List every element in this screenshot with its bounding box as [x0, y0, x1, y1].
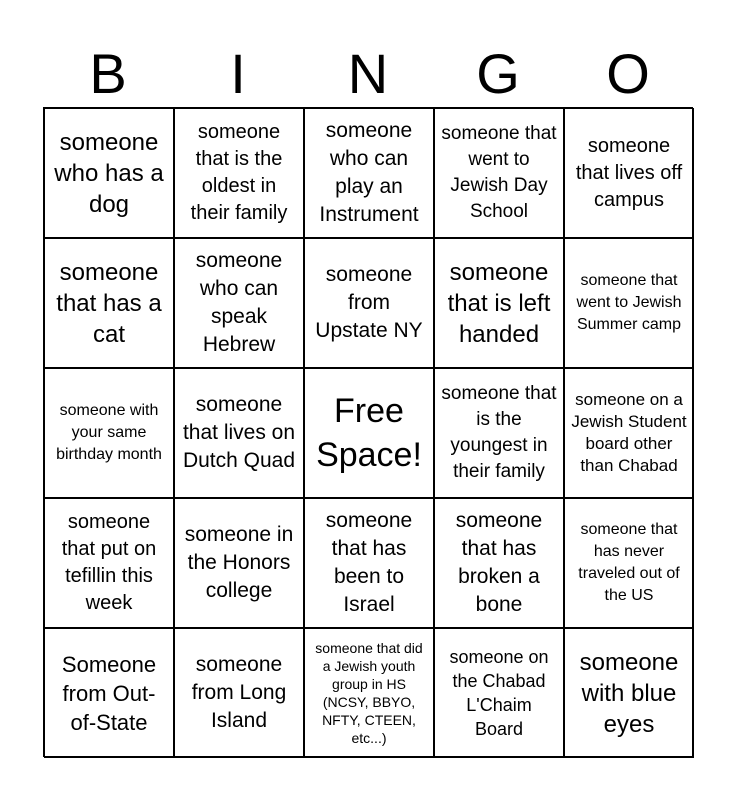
- bingo-cell-text: someone who can speak Hebrew: [195, 249, 283, 356]
- bingo-cell-text: someone with blue eyes: [579, 648, 679, 738]
- bingo-cell[interactable]: [564, 238, 694, 368]
- bingo-cell-text: Someone from Out-of-State: [61, 651, 157, 735]
- bingo-cell[interactable]: [434, 628, 564, 758]
- bingo-cell-text: someone that lives on Dutch Quad: [182, 393, 296, 472]
- bingo-grid: [43, 107, 693, 757]
- bingo-cell-text: someone that has been to Israel: [325, 509, 413, 616]
- bingo-cell[interactable]: [174, 368, 304, 498]
- bingo-cell-text: someone from Long Island: [191, 653, 287, 732]
- bingo-cell-text: someone that did a Jewish youth group in HS (NCSY, BBYO, NFTY, CTEEN, etc...): [315, 640, 423, 746]
- bingo-cell-text: someone who has a dog: [54, 128, 164, 218]
- bingo-cell[interactable]: [564, 108, 694, 238]
- bingo-cell[interactable]: [564, 498, 694, 628]
- bingo-cell[interactable]: [304, 238, 434, 368]
- bingo-cell[interactable]: [564, 628, 694, 758]
- bingo-cell-text: someone that has broken a bone: [455, 509, 543, 616]
- free-space-text: Free Space!: [316, 392, 422, 474]
- bingo-cell-text: someone that has never traveled out of the US: [578, 521, 680, 604]
- bingo-cell[interactable]: [174, 628, 304, 758]
- bingo-cell-text: someone that is left handed: [447, 258, 551, 348]
- bingo-cell-text: someone that lives off campus: [575, 134, 683, 211]
- bingo-cell[interactable]: [304, 628, 434, 758]
- bingo-header: [43, 44, 693, 104]
- bingo-cell[interactable]: [174, 498, 304, 628]
- bingo-cell[interactable]: [434, 498, 564, 628]
- bingo-cell[interactable]: [174, 238, 304, 368]
- bingo-cell-text: someone with your same birthday month: [56, 402, 162, 463]
- bingo-cell[interactable]: [44, 238, 174, 368]
- bingo-cell-text: someone that put on tefillin this week: [61, 511, 157, 614]
- bingo-cell-text: someone on the Chabad L'Chaim Board: [449, 647, 549, 739]
- free-space-cell[interactable]: [304, 368, 434, 498]
- bingo-cell-text: someone on a Jewish Student board other than Chabad: [571, 390, 687, 475]
- bingo-cell[interactable]: [44, 368, 174, 498]
- bingo-cell[interactable]: [564, 368, 694, 498]
- bingo-cell-text: someone that went to Jewish Day School: [441, 123, 557, 222]
- bingo-cell[interactable]: [434, 238, 564, 368]
- header-letter-g: G: [476, 42, 520, 105]
- header-letter-o: O: [606, 42, 650, 105]
- bingo-cell[interactable]: [304, 108, 434, 238]
- bingo-cell-text: someone that is the youngest in their family: [441, 383, 557, 482]
- bingo-cell-text: someone who can play an Instrument: [319, 119, 419, 226]
- bingo-cell[interactable]: [44, 628, 174, 758]
- bingo-cell-text: someone in the Honors college: [184, 523, 294, 602]
- bingo-cell[interactable]: [434, 108, 564, 238]
- bingo-cell-text: someone that has a cat: [56, 258, 162, 348]
- header-letter-n: N: [347, 42, 389, 105]
- bingo-cell[interactable]: [304, 498, 434, 628]
- bingo-cell-text: someone that is the oldest in their family: [190, 121, 288, 224]
- bingo-cell[interactable]: [44, 108, 174, 238]
- bingo-cell-text: someone that went to Jewish Summer camp: [576, 272, 682, 333]
- header-letter-i: I: [230, 42, 246, 105]
- bingo-cell[interactable]: [174, 108, 304, 238]
- bingo-cell[interactable]: [434, 368, 564, 498]
- bingo-cell-text: someone from Upstate NY: [315, 263, 423, 342]
- bingo-cell[interactable]: [44, 498, 174, 628]
- header-letter-b: B: [89, 42, 127, 105]
